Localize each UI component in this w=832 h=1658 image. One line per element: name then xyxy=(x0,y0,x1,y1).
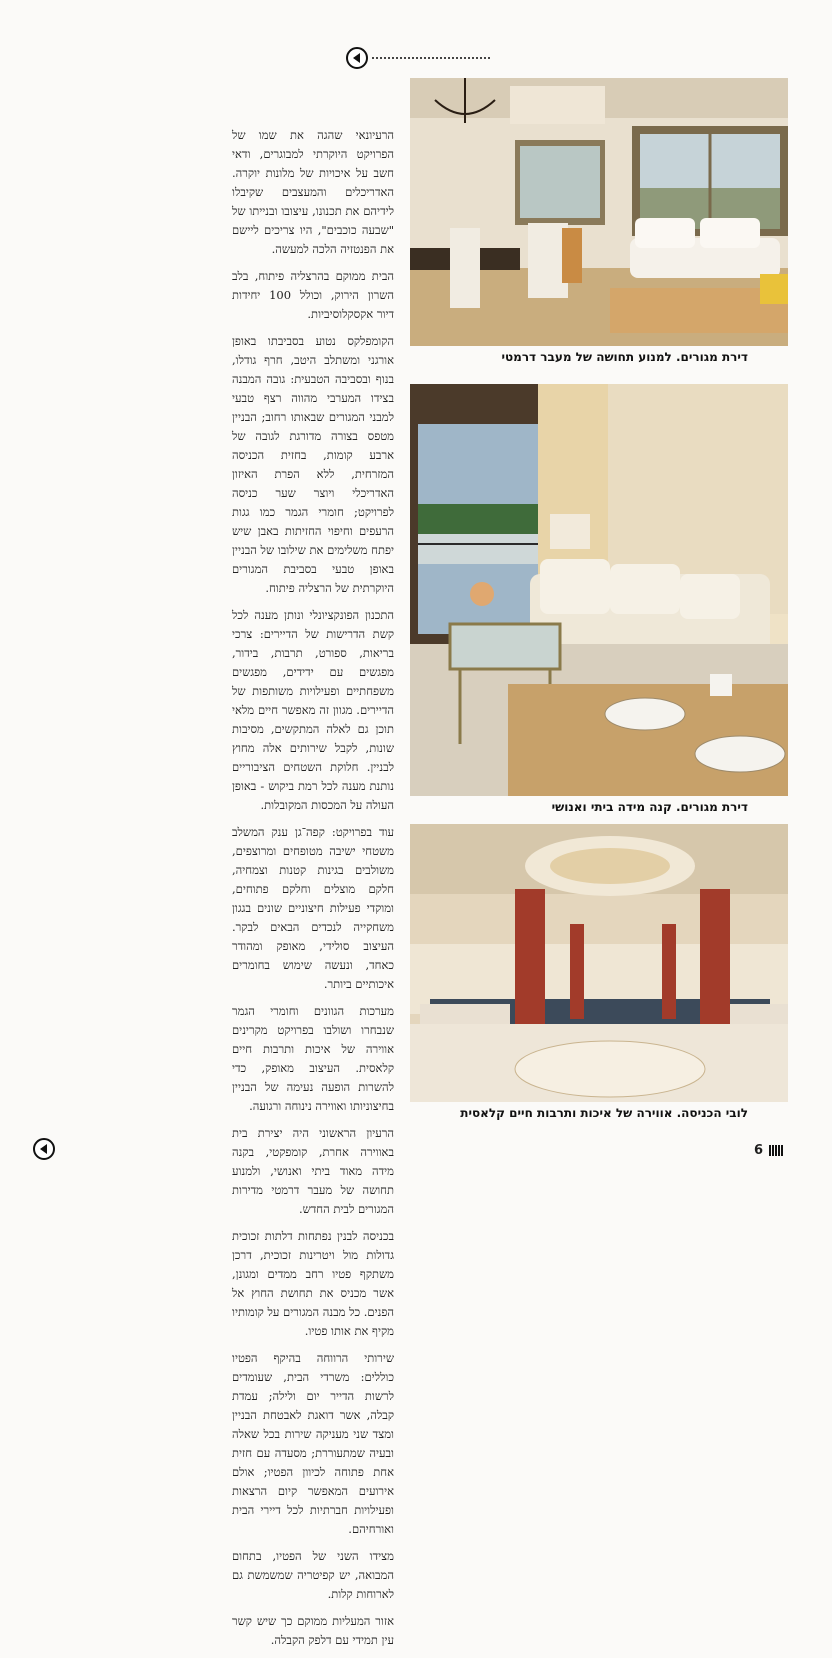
article-text xyxy=(232,126,394,1658)
paragraph: הרעיונאי שהגה את שמו של הפרויקט היוקרתי למבוגרים, ודאי חשב על איכויות של מלונות יוקרה. האדריכלים והמעצבים שקיבלו לידיהם את תכנונו, עיצובו ובנייתו של "שבעה כוכבים", היו צריכים ליישם את הפנטזיה הלכה למעשה. xyxy=(232,128,394,256)
page-number: 6 xyxy=(754,1143,764,1158)
bottom-nav xyxy=(33,1138,55,1160)
paragraph: מצידו השני של הפטיו, בתחום המבואה, יש קפיטריה שמשמשת גם לארוחות קלות. xyxy=(232,1549,394,1601)
back-arrow-button[interactable] xyxy=(346,47,368,69)
photo-living-room xyxy=(410,384,788,796)
paragraph: הבית ממוקם בהרצליה פיתוח, בלב השרון הירוק, וכולל 100 יחידות דיור אקסקלוסיביות. xyxy=(232,269,394,321)
photo-caption: דירת מגורים. קנה מידה ביתי ואנושי xyxy=(551,800,748,814)
triangle-left-icon xyxy=(351,52,363,64)
paragraph: התכנון הפונקציונלי ונותן מענה לכל קשת הדרישות של הדיירים: צרכי בריאות, ספורט, תרבות, בידור, מפגשים עם ידידים, מפגשים משפחתיים ופעילויות משותפות של הדיירים. מגוון זה מאפשר חיים מלאי תוכן גם לאלה המתקשים, מסיבות שונות, לקבל שירותים אלה מחוץ לבניין. חלוקת השטחים הציבוריים נותנת מענה לכל רמת ביקוש - באופן העולה על המכסות המקובלות. xyxy=(232,608,394,812)
paragraph: הקומפלקס נטוע בסביבתו באופן אורגני ומשתלב היטב, חרף גודלו, בנוף ובסביבה הטבעית: גובה המבנה בצידו המערבי מהווה רצף טבעי למבני המגורים שבאותו רחוב; הבניין מטפס בצורה מדורגת לגובה של ארבע קומות, בחזית הכניסה המזרחית, ללא הפרת האיזון האדריכלי ויוצר שער כניסה לפרויקט; חומרי הגמר כמו גגות הרעפים וחיפוי החזיתות באבן שיש יפתח משלימים את שילובו של הבניין באופן טבעי בסביבת המגורים היוקרתית של הרצליה פיתוח. xyxy=(232,334,394,595)
prev-page-button[interactable] xyxy=(33,1138,55,1160)
dotted-rule xyxy=(372,57,490,59)
paragraph: מערכות הגוונים וחומרי הגמר שנבחרו ושולבו בפרויקט מקרינים אווירה של איכות ותרבות חיים קלאסית. העיצוב מאופק, כדי להשרות הופעה נעימה של הבניין בחיצוניותו ואווירה נינוחה ורגועה. xyxy=(232,1004,394,1113)
photo-caption: לובי הכניסה. אווירה של איכות ותרבות חיים קלאסית xyxy=(460,1106,748,1120)
triangle-left-icon xyxy=(38,1143,50,1155)
photo-caption: דירת מגורים. למנוע תחושה של מעבר דרמטי xyxy=(501,350,748,364)
photo-dining-room xyxy=(410,78,788,346)
top-nav xyxy=(346,47,490,69)
folio-bars xyxy=(769,1145,783,1156)
living-room-illustration xyxy=(410,384,788,796)
paragraph: הרעיון הראשוני היה יצירת בית באווירה אחרת, קומפקטי, בקנה מידה מאוד ביתי ואנושי, ולמנוע תחושה של מעבר דרמטי מדירות המגורים לבית החדש. xyxy=(232,1126,394,1216)
paragraph: אזור המעליות ממוקם כך שיש קשר עין תמידי עם דלפק הקבלה. xyxy=(232,1614,394,1647)
paragraph: בכניסה לבנין נפתחות דלתות זכוכית גדולות מול ויטרינות זכוכית, דרכן משתקף פטיו רחב ממדים ומגונן, אשר מכניס את תחושת החוץ אל הפנים. כל מבנה המגורים על קומותיו מקיף את אותו פטיו. xyxy=(232,1229,394,1338)
lobby-illustration xyxy=(410,824,788,1102)
paragraph: שירותי הרווחה בהיקף הפטיו כוללים: משרדי הבית, שעומדים לרשות הדייר יום ולילה; עמדת קבלה, אשר דואגת לאבטחת הבניין ומצד שני מעניקה שירות בכל שאלה ובעיה שמתעוררת; מסעדה עם חזית אחת פתוחה לכיוון הפטיו; אולם אירועים המאפשר קיום הרצאות ופעילויות חברתיות לכל דיירי הבית ואורחיהם. xyxy=(232,1351,394,1536)
paragraph: עוד בפרויקט: קפה־גן ענק המשלב משטחי ישיבה מטופחים ומרוצפים, משולבים בגינות קטנות וצמחיה, חלקם מוצלים וחלקם פתוחים, ומוקדי פעילות חיצוניים שונים בגגון משחקייה לנכדים הבאים לבקר. העיצוב סולידי, מאופק ומהודר כאחד, ונעשה שימוש בחומרים איכותיים ביותר. xyxy=(232,825,394,991)
dining-room-illustration xyxy=(410,78,788,346)
photo-lobby xyxy=(410,824,788,1102)
page-folio xyxy=(754,1143,783,1158)
